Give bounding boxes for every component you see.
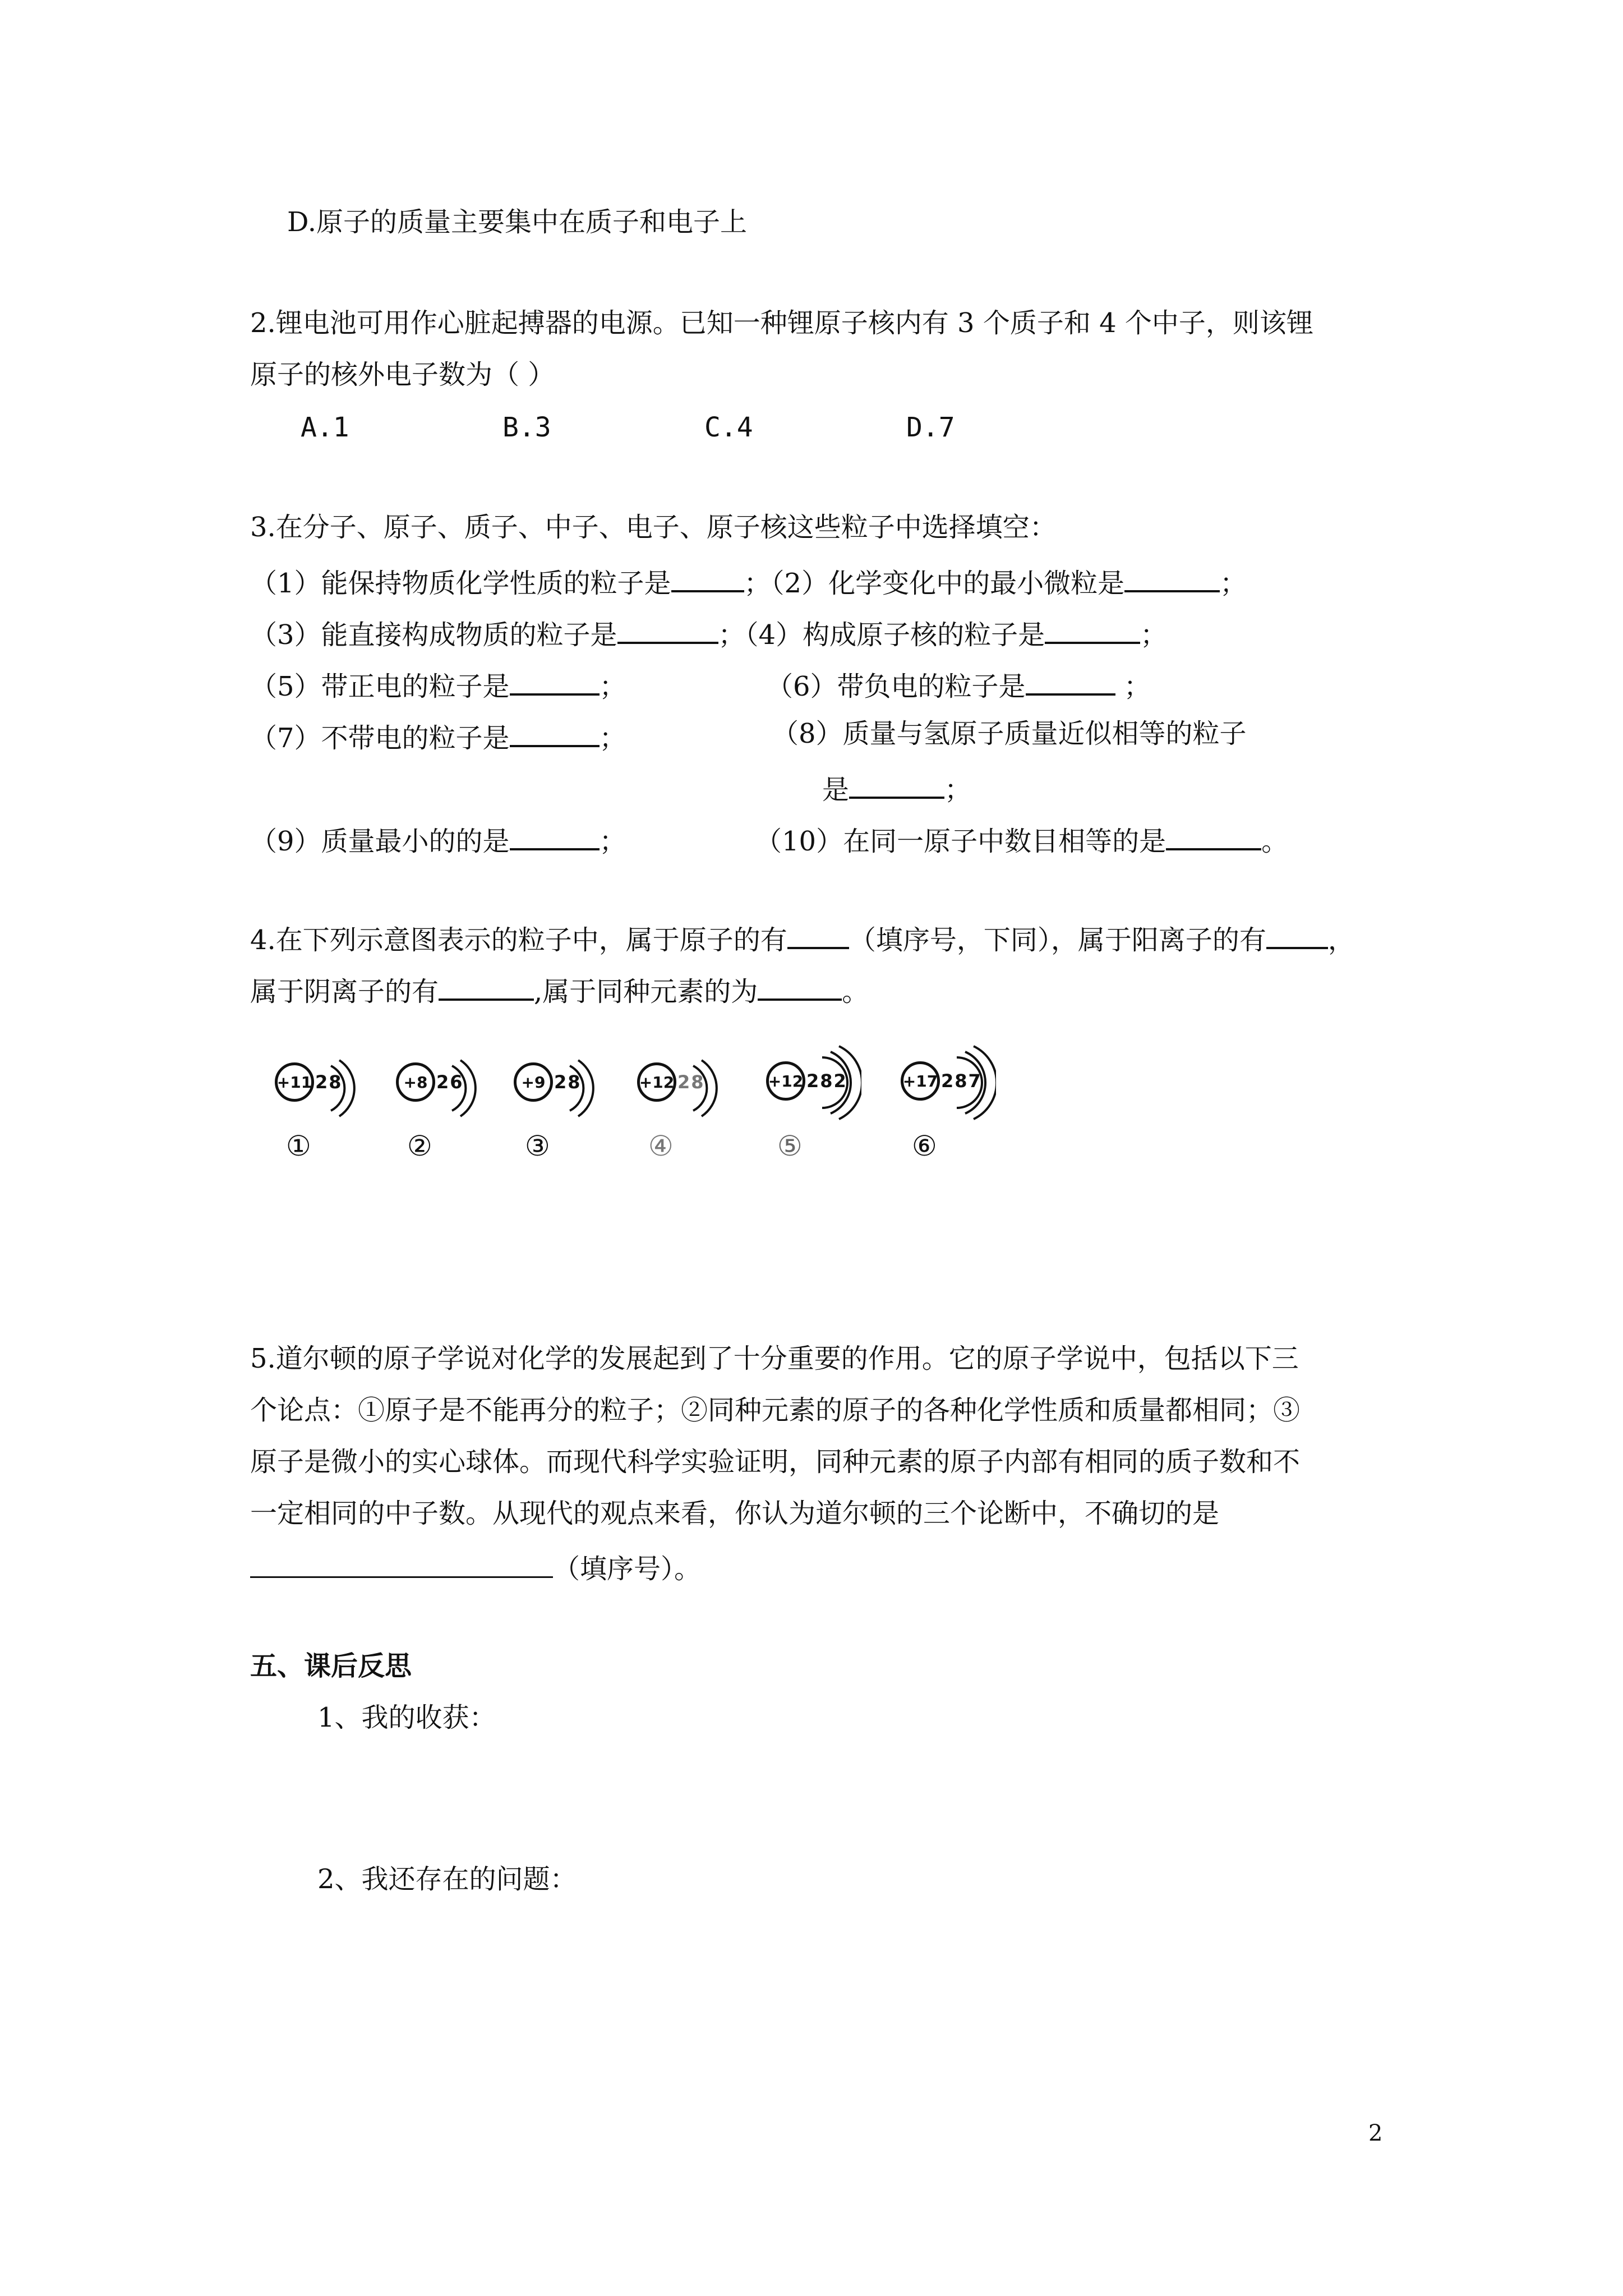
q5-line3: 原子是微小的实心球体。而现代科学实验证明，同种元素的原子内部有相同的质子数和不 bbox=[250, 1446, 1301, 1478]
q3-item9-blank[interactable] bbox=[510, 823, 600, 850]
shell-electrons: 282 bbox=[806, 1070, 847, 1092]
q1-option-d: D.原子的质量主要集中在质子和电子上 bbox=[287, 206, 748, 238]
q2-option-b: B.3 bbox=[502, 412, 551, 443]
q3-item9-text: （9）质量最小的的是 bbox=[250, 826, 510, 857]
q3-row2 bbox=[250, 617, 1168, 651]
q2-option-a: A.1 bbox=[301, 412, 349, 443]
q3-separator: ； bbox=[599, 723, 626, 754]
q4-anions-blank[interactable] bbox=[439, 974, 534, 1001]
q3-separator: ； bbox=[944, 774, 972, 806]
atom-label: ⑤ bbox=[777, 1130, 803, 1162]
shell-electrons: 26 bbox=[436, 1071, 464, 1093]
q2-option-c: C.4 bbox=[704, 412, 753, 443]
q3-item3-blank[interactable] bbox=[617, 617, 718, 644]
q3-item6-text: （6）带负电的粒子是 bbox=[766, 671, 1026, 702]
q3-separator: ； bbox=[1140, 619, 1168, 651]
q3-item5-blank[interactable] bbox=[510, 669, 600, 696]
page-number: 2 bbox=[1368, 2120, 1383, 2146]
q3-item7-text: （7）不带电的粒子是 bbox=[250, 723, 510, 754]
atom-label: ⑥ bbox=[912, 1130, 937, 1162]
q3-separator: ； bbox=[599, 826, 626, 857]
q3-item8-cont bbox=[822, 772, 972, 806]
q4-text-c: ， bbox=[1327, 924, 1355, 956]
q3-item1-text: （1）能保持物质化学性质的粒子是 bbox=[250, 568, 671, 599]
q3-item6 bbox=[766, 669, 1151, 700]
atom-label: ④ bbox=[648, 1130, 674, 1162]
q3-item5 bbox=[250, 669, 626, 700]
q3-item7-blank[interactable] bbox=[510, 720, 600, 747]
atom-label: ③ bbox=[525, 1130, 550, 1162]
q3-item6-blank[interactable] bbox=[1026, 669, 1115, 696]
q3-item10-blank[interactable] bbox=[1166, 823, 1261, 850]
q5-line5 bbox=[250, 1552, 702, 1585]
q3-stem: 3.在分子、原子、质子、中子、电子、原子核这些粒子中选择填空： bbox=[250, 512, 1057, 543]
nucleus: +17 bbox=[901, 1061, 940, 1101]
q4-atoms-blank[interactable] bbox=[787, 922, 849, 949]
q2-option-d: D.7 bbox=[906, 412, 955, 443]
nucleus: +9 bbox=[514, 1062, 553, 1102]
q4-line1 bbox=[250, 922, 1355, 954]
atom-label: ② bbox=[407, 1130, 432, 1162]
q4-text-d: 属于阴离子的有 bbox=[250, 976, 439, 1007]
nucleus: +12 bbox=[766, 1061, 805, 1101]
q3-item8: （8）质量与氢原子质量近似相等的粒子 bbox=[772, 718, 1247, 749]
q2-stem-line2: 原子的核外电子数为（ ） bbox=[250, 359, 555, 390]
shell-electrons: 28 bbox=[677, 1071, 705, 1093]
q3-separator: ； bbox=[1123, 671, 1151, 702]
q5-line2: 个论点：①原子是不能再分的粒子；②同种元素的原子的各种化学性质和质量都相同；③ bbox=[250, 1395, 1301, 1426]
q3-separator: ； bbox=[1220, 568, 1247, 599]
q2-stem-line1: 2.锂电池可用作心脏起搏器的电源。已知一种锂原子核内有 3 个质子和 4 个中子，则该锂 bbox=[250, 307, 1313, 339]
q3-item2-blank[interactable] bbox=[1124, 565, 1220, 592]
q5-answer-blank[interactable] bbox=[250, 1552, 553, 1578]
q3-row1 bbox=[250, 565, 1247, 597]
q4-same-element-blank[interactable] bbox=[758, 974, 842, 1001]
q3-item10 bbox=[755, 823, 1288, 855]
q4-text-e: ,属于同种元素的为 bbox=[534, 976, 758, 1007]
q4-cations-blank[interactable] bbox=[1266, 922, 1328, 949]
q3-item4-blank[interactable] bbox=[1045, 617, 1140, 644]
section5-item1: 1、我的收获： bbox=[317, 1702, 496, 1733]
q3-item7 bbox=[250, 720, 626, 752]
q3-item10-text: （10）在同一原子中数目相等的是 bbox=[755, 826, 1166, 857]
q3-item2-text: ；（2）化学变化中的最小微粒是 bbox=[744, 568, 1125, 599]
q4-text-f: 。 bbox=[842, 976, 869, 1007]
q5-line4: 一定相同的中子数。从现代的观点来看，你认为道尔顿的三个论断中，不确切的是 bbox=[250, 1498, 1220, 1529]
shell-electrons: 28 bbox=[315, 1071, 343, 1093]
section5-title: 五、课后反思 bbox=[250, 1650, 412, 1682]
nucleus: +11 bbox=[275, 1062, 314, 1102]
q3-item8-blank[interactable] bbox=[849, 772, 944, 799]
q4-text-a: 4.在下列示意图表示的粒子中，属于原子的有 bbox=[250, 924, 787, 956]
atom-label: ① bbox=[286, 1130, 311, 1162]
q3-separator: ； bbox=[599, 671, 626, 702]
q3-item4-text: ；（4）构成原子核的粒子是 bbox=[718, 619, 1045, 651]
q5-line1: 5.道尔顿的原子学说对化学的发展起到了十分重要的作用。它的原子学说中，包括以下三 bbox=[250, 1343, 1299, 1374]
nucleus: +12 bbox=[637, 1062, 676, 1102]
section5-item2: 2、我还存在的问题： bbox=[317, 1864, 577, 1895]
shell-electrons: 287 bbox=[941, 1070, 982, 1092]
q3-item8b-text: 是 bbox=[822, 774, 850, 806]
q5-line5-text: （填序号）。 bbox=[553, 1553, 702, 1585]
q3-end: 。 bbox=[1261, 826, 1289, 857]
q3-item5-text: （5）带正电的粒子是 bbox=[250, 671, 510, 702]
q3-item9 bbox=[250, 823, 626, 855]
q3-item1-blank[interactable] bbox=[671, 565, 744, 592]
q4-line2 bbox=[250, 974, 869, 1005]
q4-text-b: （填序号，下同），属于阳离子的有 bbox=[849, 924, 1266, 956]
nucleus: +8 bbox=[396, 1062, 435, 1102]
q3-item3-text: （3）能直接构成物质的粒子是 bbox=[250, 619, 617, 651]
shell-electrons: 28 bbox=[554, 1071, 582, 1093]
